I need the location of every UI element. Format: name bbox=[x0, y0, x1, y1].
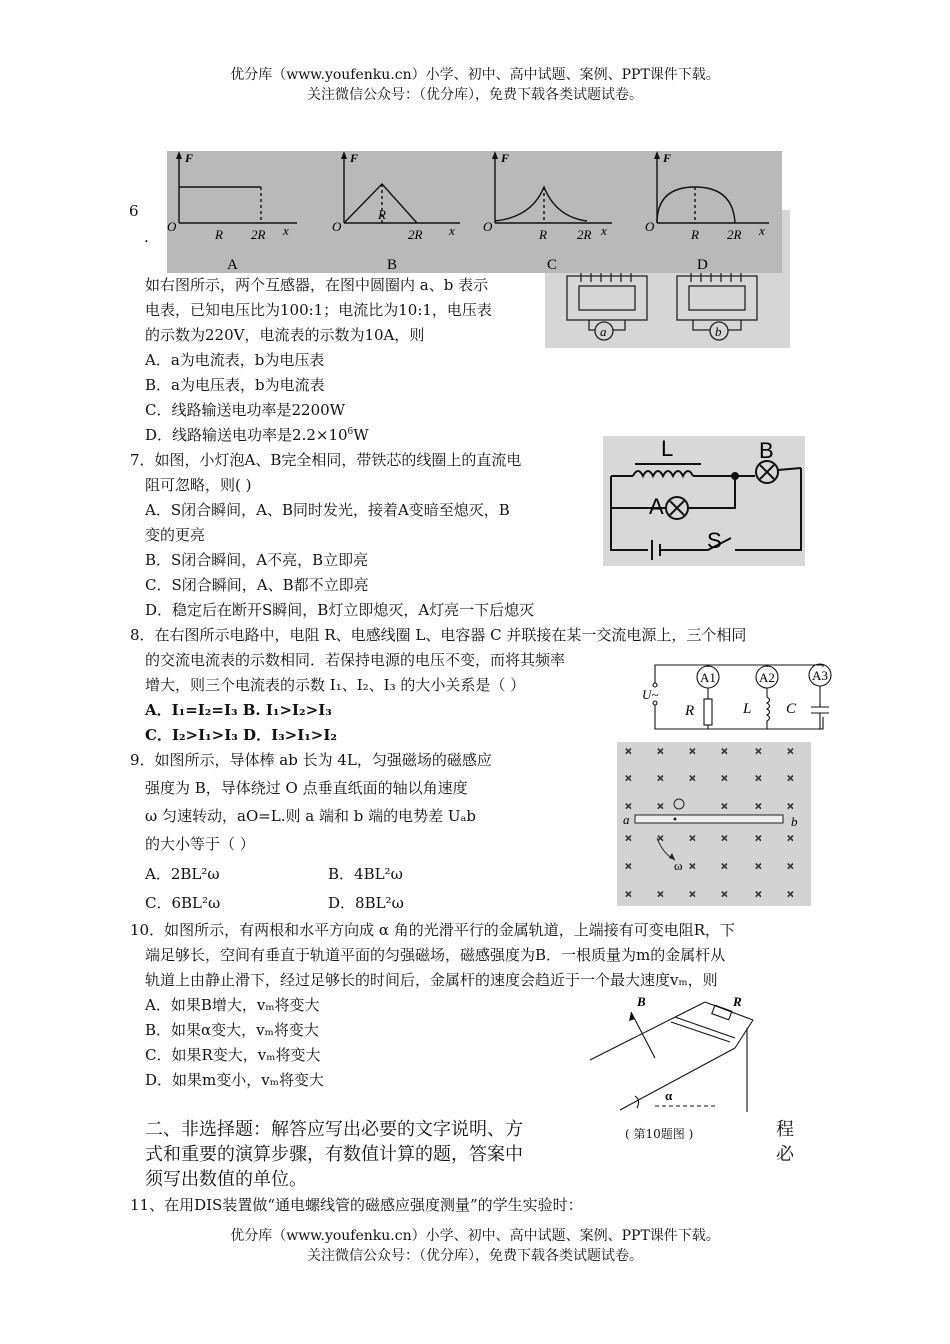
ammeter-a2-label: A2 bbox=[759, 670, 775, 685]
q6-option-b: B．a为电压表，b为电流表 bbox=[145, 376, 325, 394]
svg-text:×: × bbox=[689, 859, 696, 873]
graph-c-f-label: F bbox=[501, 151, 510, 165]
graph-label-d: D bbox=[697, 257, 708, 273]
header-line-2: 关注微信公众号：（优分库），免费下载各类试题试卷。 bbox=[307, 87, 643, 103]
meter-a-label: a bbox=[600, 324, 607, 339]
svg-text:×: × bbox=[787, 799, 794, 813]
graph-a-origin: O bbox=[167, 219, 177, 234]
q10-option-d: D．如果m变小，vₘ将变大 bbox=[145, 1071, 324, 1089]
graph-d-f-label: F bbox=[663, 151, 672, 165]
force-graphs-figure bbox=[167, 151, 782, 273]
q7-inductor-label: L bbox=[661, 436, 674, 461]
svg-text:×: × bbox=[755, 771, 762, 785]
svg-text:×: × bbox=[625, 859, 632, 873]
q7-circuit-figure bbox=[603, 436, 805, 566]
q7-bulb-a-label: A bbox=[649, 494, 664, 519]
svg-text:×: × bbox=[755, 859, 762, 873]
svg-text:×: × bbox=[721, 744, 728, 758]
svg-text:×: × bbox=[787, 771, 794, 785]
rod-end-a: a bbox=[623, 812, 630, 827]
graph-a-tick-2r: 2R bbox=[251, 227, 266, 242]
q10-option-a: A．如果B增大，vₘ将变大 bbox=[145, 996, 320, 1014]
svg-text:×: × bbox=[625, 744, 632, 758]
svg-text:×: × bbox=[721, 799, 728, 813]
footer-line-1: 优分库（www.youfenku.cn）小学、初中、高中试题、案例、PPT课件下载。 bbox=[230, 1228, 720, 1244]
svg-text:×: × bbox=[721, 831, 728, 845]
svg-text:×: × bbox=[689, 744, 696, 758]
svg-text:×: × bbox=[625, 799, 632, 813]
svg-text:×: × bbox=[657, 799, 664, 813]
svg-text:×: × bbox=[657, 771, 664, 785]
q10-option-c: C．如果R变大，vₘ将变大 bbox=[145, 1046, 321, 1064]
q8-options-cd: C．I₂>I₁>I₃ D．I₃>I₁>I₂ bbox=[145, 726, 337, 744]
q7-option-a-2: 变的更亮 bbox=[145, 526, 206, 544]
svg-text:×: × bbox=[721, 771, 728, 785]
q8-circuit-figure bbox=[640, 655, 835, 737]
graph-label-c: C bbox=[547, 257, 558, 273]
q10-figure-caption: ( 第10题图 ) bbox=[625, 1127, 694, 1141]
graph-d-origin: O bbox=[645, 219, 655, 234]
section2-line-1: 二、非选择题：解答应写出必要的文字说明、方 bbox=[145, 1119, 523, 1140]
q8-stem-2: 的交流电流表的示数相同．若保持电源的电压不变，而将其频率 bbox=[145, 651, 566, 669]
q10-resistor-r-label: R bbox=[733, 994, 742, 1009]
q9-option-a: A．2BL²ω bbox=[145, 865, 220, 883]
q6-stem-1: 如右图所示，两个互感器，在图中圆圈内 a、b 表示 bbox=[145, 276, 489, 294]
svg-text:×: × bbox=[755, 744, 762, 758]
graph-a-f-label: F bbox=[185, 151, 194, 165]
svg-text:×: × bbox=[787, 744, 794, 758]
q6-stem-3: 的示数为220V，电流表的示数为10A，则 bbox=[145, 326, 425, 344]
q10-alpha-label: α bbox=[665, 1088, 673, 1103]
q9-option-b: B．4BL²ω bbox=[328, 865, 403, 883]
meter-b-label: b bbox=[715, 324, 722, 339]
svg-text:×: × bbox=[755, 887, 762, 901]
q7-option-d: D．稳定后在断开S瞬间，B灯立即熄灭，A灯亮一下后熄灭 bbox=[145, 601, 535, 619]
q6-option-a: A．a为电流表，b为电压表 bbox=[145, 351, 325, 369]
inductor-l-label: L bbox=[743, 701, 752, 717]
header-line-1: 优分库（www.youfenku.cn）小学、初中、高中试题、案例、PPT课件下载。 bbox=[230, 67, 720, 83]
graph-b-tick-2r: 2R bbox=[408, 227, 423, 242]
q10-stem-1: 10．如图所示，有两根和水平方向成 α 角的光滑平行的金属轨道，上端接有可变电阻R，下 bbox=[130, 921, 736, 939]
svg-text:×: × bbox=[625, 831, 632, 845]
q10-field-b-label: B bbox=[637, 994, 646, 1009]
q7-stem-1: 7．如图，小灯泡A、B完全相同，带铁芯的线圈上的直流电 bbox=[130, 451, 522, 469]
graph-d-tick-2r: 2R bbox=[727, 227, 742, 242]
q6-stem-2: 电表，已知电压比为100:1；电流比为10:1，电压表 bbox=[145, 301, 492, 319]
graph-d-x: x bbox=[759, 223, 765, 238]
q9-option-c: C．6BL²ω bbox=[145, 894, 221, 912]
q8-stem-3: 增大，则三个电流表的示数 I₁、I₂、I₃ 的大小关系是（ ） bbox=[145, 676, 526, 694]
svg-text:×: × bbox=[787, 887, 794, 901]
q11-stem: 11、在用DIS装置做“通电螺线管的磁感应强度测量”的学生实验时： bbox=[130, 1196, 583, 1214]
ammeter-a1-label: A1 bbox=[700, 670, 716, 685]
graph-d-tick-r: R bbox=[691, 227, 699, 242]
svg-text:×: × bbox=[755, 799, 762, 813]
q6-dot: . bbox=[144, 228, 149, 246]
q7-option-a-1: A．S闭合瞬间，A、B同时发光，接着A变暗至熄灭，B bbox=[145, 501, 510, 519]
svg-text:×: × bbox=[657, 887, 664, 901]
graph-c-origin: O bbox=[483, 219, 493, 234]
q7-option-b: B．S闭合瞬间，A不亮，B立即亮 bbox=[145, 551, 369, 569]
graph-b-origin: O bbox=[332, 219, 342, 234]
svg-text:×: × bbox=[625, 771, 632, 785]
q6-option-c: C．线路输送电功率是2200W bbox=[145, 401, 346, 419]
q7-bulb-b-label: B bbox=[759, 438, 774, 463]
svg-text:×: × bbox=[721, 887, 728, 901]
svg-text:×: × bbox=[625, 887, 632, 901]
footer-line-2: 关注微信公众号：（优分库），免费下载各类试题试卷。 bbox=[307, 1248, 643, 1264]
graph-b-tick-r: R bbox=[378, 207, 386, 222]
q7-switch-label: S bbox=[707, 528, 722, 553]
q9-stem-3: ω 匀速转动，aO=L.则 a 端和 b 端的电势差 Uₐb bbox=[145, 807, 476, 825]
svg-text:×: × bbox=[657, 831, 664, 845]
q8-options-ab: A．I₁=I₂=I₃ B. I₁>I₂>I₃ bbox=[145, 701, 332, 719]
section2-right-2: 必 bbox=[776, 1144, 794, 1165]
q9-field-figure bbox=[617, 742, 811, 906]
graph-c-tick-r: R bbox=[539, 227, 547, 242]
graph-label-b: B bbox=[387, 257, 398, 273]
svg-text:×: × bbox=[787, 859, 794, 873]
rod-end-b: b bbox=[791, 814, 798, 829]
ammeter-a3-label: A3 bbox=[812, 668, 828, 683]
omega-label: ω bbox=[674, 858, 683, 873]
graph-b-x: x bbox=[449, 223, 455, 238]
q6-number: 6 bbox=[129, 202, 139, 220]
capacitor-c-label: C bbox=[786, 701, 797, 717]
svg-text:×: × bbox=[689, 771, 696, 785]
svg-text:×: × bbox=[787, 831, 794, 845]
q6-option-d: D．线路输送电功率是$2.2\times 10^6W$ bbox=[145, 426, 369, 444]
graph-a-x: x bbox=[283, 223, 289, 238]
svg-text:×: × bbox=[689, 887, 696, 901]
svg-text:×: × bbox=[689, 831, 696, 845]
graph-c-x: x bbox=[601, 223, 607, 238]
q10-stem-2: 端足够长，空间有垂直于轨道平面的匀强磁场，磁感强度为B．一根质量为m的金属杆从 bbox=[145, 946, 726, 964]
section2-line-2: 式和重要的演算步骤，有数值计算的题，答案中 bbox=[145, 1144, 523, 1165]
graph-label-a: A bbox=[227, 257, 238, 273]
q10-incline-figure bbox=[585, 992, 770, 1117]
q9-option-d: D．8BL²ω bbox=[328, 894, 404, 912]
q9-stem-4: 的大小等于（ ） bbox=[145, 835, 255, 853]
q10-option-b: B．如果α变大，vₘ将变大 bbox=[145, 1021, 319, 1039]
q10-stem-3: 轨道上由静止滑下，经过足够长的时间后，金属杆的速度会趋近于一个最大速度vₘ，则 bbox=[145, 971, 718, 989]
q7-option-c: C．S闭合瞬间，A、B都不立即亮 bbox=[145, 576, 369, 594]
svg-text:×: × bbox=[657, 744, 664, 758]
section2-right-1: 程 bbox=[776, 1119, 794, 1140]
section2-line-3: 须写出数值的单位。 bbox=[145, 1169, 307, 1190]
q9-stem-2: 强度为 B，导体绕过 O 点垂直纸面的轴以角速度 bbox=[145, 779, 468, 797]
q7-stem-2: 阻可忽略，则( ) bbox=[145, 476, 252, 494]
graph-a-tick-r: R bbox=[215, 227, 223, 242]
q9-stem-1: 9．如图所示，导体棒 ab 长为 4L，匀强磁场的磁感应 bbox=[130, 751, 492, 769]
svg-text:×: × bbox=[755, 831, 762, 845]
svg-text:×: × bbox=[721, 859, 728, 873]
graph-c-tick-2r: 2R bbox=[577, 227, 592, 242]
q8-stem-1: 8．在右图所示电路中，电阻 R、电感线圈 L、电容器 C 并联接在某一交流电源上，三个相同 bbox=[130, 626, 747, 644]
graph-b-f-label: F bbox=[350, 151, 359, 165]
source-u-label: U~ bbox=[642, 687, 659, 702]
resistor-r-label: R bbox=[685, 703, 695, 719]
